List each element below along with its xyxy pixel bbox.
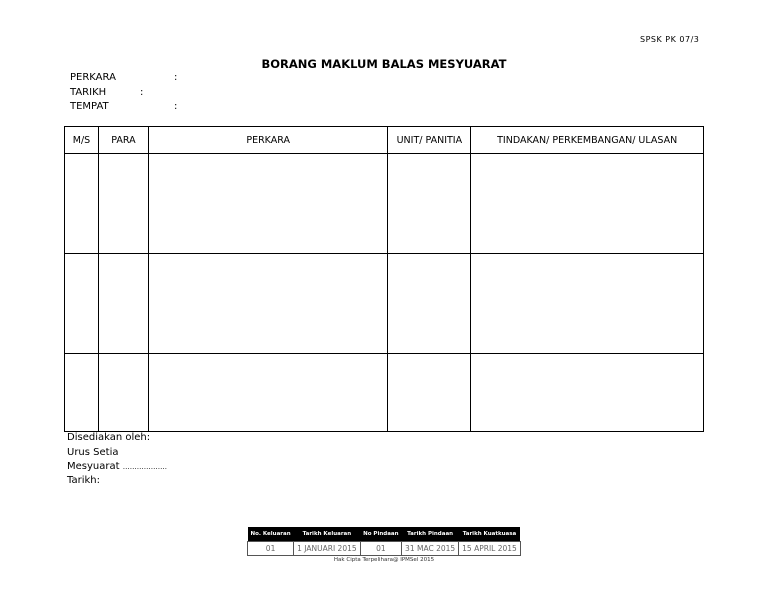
meta-tarikh-colon: : xyxy=(140,87,144,98)
table-cell[interactable] xyxy=(98,154,148,254)
revision-value: 15 APRIL 2015 xyxy=(459,542,521,556)
meta-perkara-colon: : xyxy=(174,72,178,83)
meta-tempat-colon: : xyxy=(174,101,178,112)
revision-value: 1 JANUARI 2015 xyxy=(294,542,361,556)
meta-tarikh xyxy=(70,87,144,98)
header-tindakan: TINDAKAN/ PERKEMBANGAN/ ULASAN xyxy=(471,127,704,154)
table-cell[interactable] xyxy=(388,354,471,432)
revision-header: Tarikh Pindaan xyxy=(402,527,459,542)
revision-header: Tarikh Keluaran xyxy=(294,527,361,542)
table-cell[interactable] xyxy=(388,154,471,254)
table-cell[interactable] xyxy=(148,154,388,254)
table-cell[interactable] xyxy=(388,254,471,354)
meta-tarikh-label: TARIKH xyxy=(70,87,107,98)
prepared-by-label: Disediakan oleh: xyxy=(67,432,151,443)
header-perkara: PERKARA xyxy=(148,127,388,154)
revision-values-row xyxy=(248,542,521,556)
meta-tempat-label: TEMPAT xyxy=(70,101,109,112)
table-cell[interactable] xyxy=(98,354,148,432)
document-code: SPSK PK 07/3 xyxy=(640,35,700,44)
revision-header-row xyxy=(248,527,521,542)
revision-header: No. Keluaran xyxy=(248,527,294,542)
table-cell[interactable] xyxy=(98,254,148,354)
revision-value: 01 xyxy=(248,542,294,556)
revision-header: Tarikh Kuatkuasa xyxy=(459,527,521,542)
header-ms: M/S xyxy=(65,127,99,154)
meta-perkara xyxy=(70,72,178,83)
table-cell[interactable] xyxy=(65,354,99,432)
meeting-line xyxy=(67,461,167,472)
meta-perkara-label: PERKARA xyxy=(70,72,116,83)
secretary-label: Urus Setia xyxy=(67,447,119,458)
date-label: Tarikh: xyxy=(67,475,100,486)
meta-tempat xyxy=(70,101,178,112)
revision-header: No Pindaan xyxy=(360,527,401,542)
table-cell[interactable] xyxy=(471,154,704,254)
meeting-dots: ………………. xyxy=(122,463,167,471)
header-para: PARA xyxy=(98,127,148,154)
table-cell[interactable] xyxy=(148,354,388,432)
copyright-notice: Hak Cipta Terpelihara@ IPMSel 2015 xyxy=(333,557,435,563)
table-cell[interactable] xyxy=(65,154,99,254)
revision-value: 01 xyxy=(360,542,401,556)
table-cell[interactable] xyxy=(148,254,388,354)
table-row xyxy=(65,254,704,354)
feedback-table xyxy=(64,126,704,432)
page-title: BORANG MAKLUM BALAS MESYUARAT xyxy=(261,57,507,71)
table-row xyxy=(65,354,704,432)
table-cell[interactable] xyxy=(471,254,704,354)
revision-table xyxy=(247,527,521,556)
header-unit-panitia: UNIT/ PANITIA xyxy=(388,127,471,154)
table-cell[interactable] xyxy=(65,254,99,354)
revision-value: 31 MAC 2015 xyxy=(402,542,459,556)
table-cell[interactable] xyxy=(471,354,704,432)
meeting-label: Mesyuarat xyxy=(67,461,120,472)
table-header-row xyxy=(65,127,704,154)
table-row xyxy=(65,154,704,254)
